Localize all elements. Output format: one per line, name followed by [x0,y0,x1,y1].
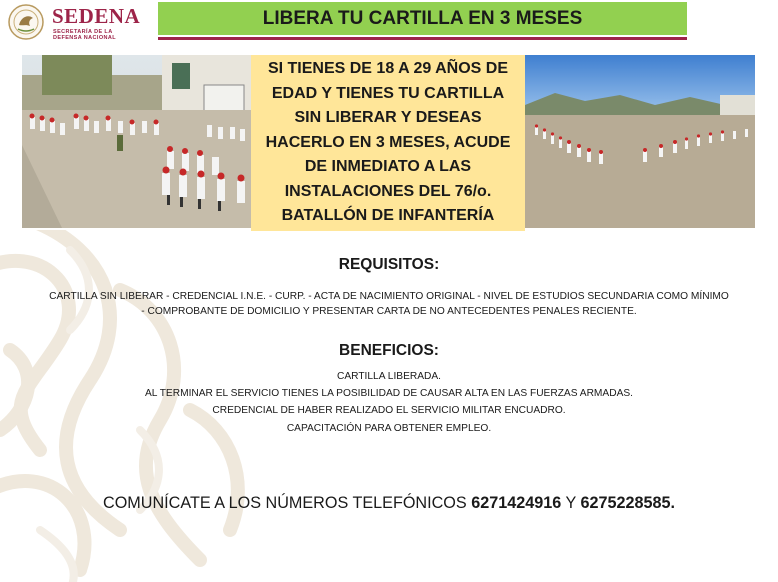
benefit-item: CREDENCIAL DE HABER REALIZADO EL SERVICIO MILITAR ENCUADRO. [212,405,566,417]
contact-prefix: COMUNÍCATE A LOS NÚMEROS TELEFÓNICOS [103,494,472,512]
notice-text: SI TIENES DE 18 A 29 AÑOS DE EDAD Y TIENES TU CARTILLA SIN LIBERAR Y DESEAS HACERLO EN 3 MESES, ACUDE DE INMEDIATO A LAS INSTALACIONES DEL 76/o. BATALLÓN DE INFANTERÍA [265,60,511,225]
requirements-heading: REQUISITOS: [338,256,440,273]
phone-number-2: 6275228585. [580,494,675,512]
requirements-line1: CARTILLA SIN LIBERAR - CREDENCIAL I.N.E. - CURP. - ACTA DE NACIMIENTO ORIGINAL - NIVEL DE ESTUDIOS SECUNDARIA COMO MÍNIMO [49,291,729,302]
banner-underline [158,37,687,40]
benefit-item: CAPACITACIÓN PARA OBTENER EMPLEO. [286,422,492,434]
sedena-logo [6,3,156,41]
benefit-item: CARTILLA LIBERADA. [337,371,441,382]
logo-subtitle-line2: DEFENSA NACIONAL [53,35,117,41]
logo-name: SEDENA [52,4,141,28]
title-banner [158,2,687,35]
requirements-text [14,289,764,319]
photo-recruits-field [525,55,755,228]
contact-line [0,494,778,513]
national-seal-icon [6,3,46,41]
contact-joiner: Y [561,494,581,512]
requirements-line2: - COMPROBANTE DE DOMICILIO Y PRESENTAR CARTA DE NO ANTECEDENTES PENALES RECIENTE. [141,306,637,317]
enrollment-notice [251,55,525,231]
logo-subtitle-line1: SECRETARÍA DE LA [53,29,113,35]
photo-recruits-formation [22,55,251,228]
benefit-item: AL TERMINAR EL SERVICIO TIENES LA POSIBILIDAD DE CAUSAR ALTA EN LAS FUERZAS ARMADAS. [144,388,633,400]
phone-number-1: 6271424916 [471,494,562,512]
benefits-list [0,368,778,437]
banner-title: LIBERA TU CARTILLA EN 3 MESES [262,7,583,29]
benefits-heading: BENEFICIOS: [339,342,439,359]
